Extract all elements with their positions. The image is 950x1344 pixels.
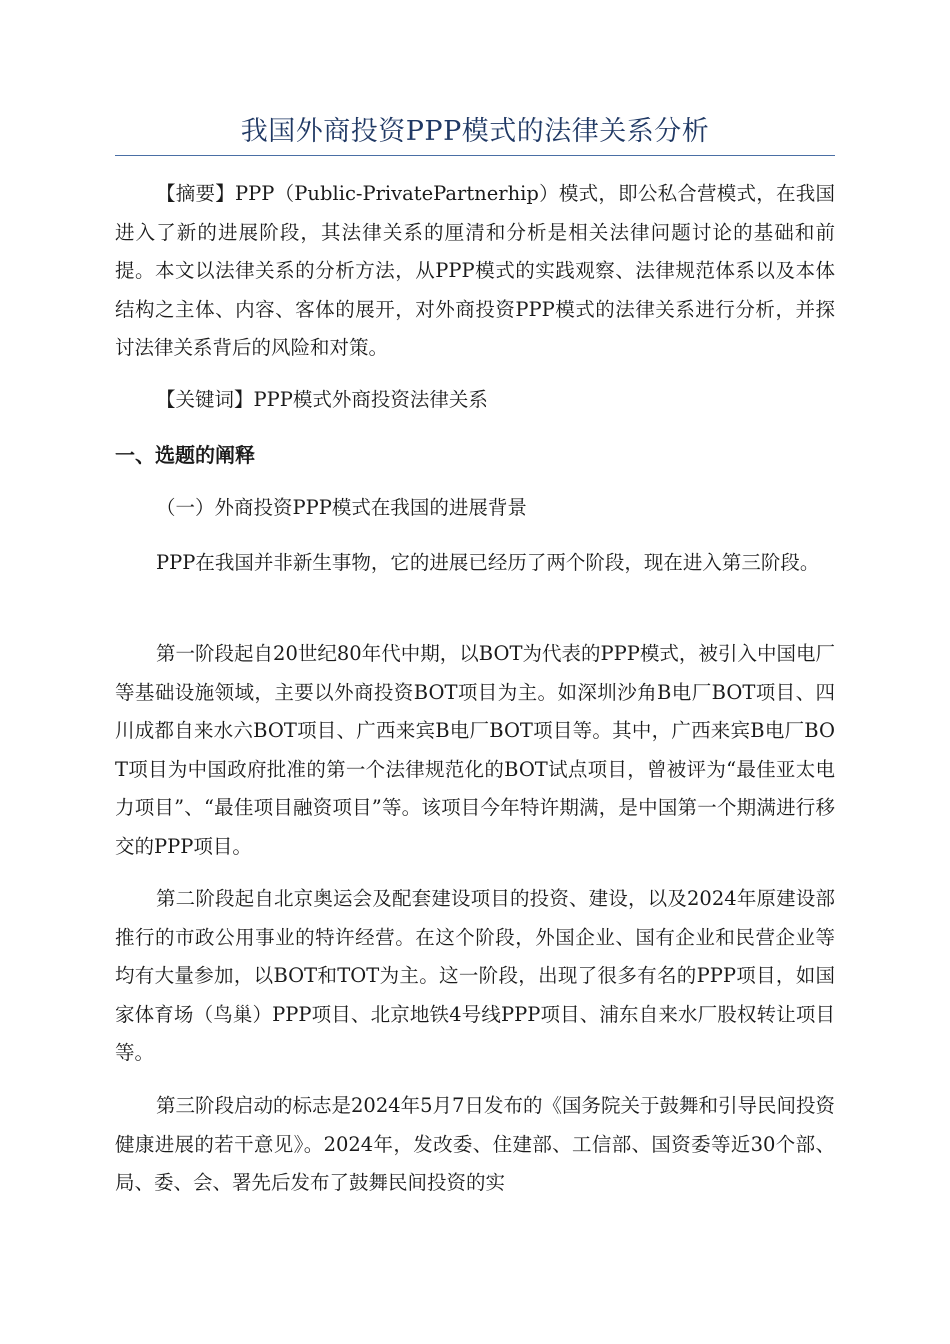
body-paragraph: 第二阶段起自北京奥运会及配套建设项目的投资、建设，以及2024年原建设部推行的市政公用事业的特许经营。在这个阶段，外国企业、国有企业和民营企业等均有大量参加，以BOT和TOT为主。这一阶段，出现了很多有名的PPP项目，如国家体育场（鸟巢）PPP项目、北京地铁4号线PPP项目、浦东自来水厂股权转让项目等。 xyxy=(115,887,835,1064)
subsection-heading: （一）外商投资PPP模式在我国的进展背景 xyxy=(156,496,527,519)
body-paragraph: PPP在我国并非新生事物，它的进展已经历了两个阶段，现在进入第三阶段。 xyxy=(156,551,820,574)
document-title: 我国外商投资PPP模式的法律关系分析 xyxy=(240,116,710,147)
section-heading: 一、选题的阐释 xyxy=(115,443,255,467)
keywords-paragraph: 【关键词】PPP模式外商投资法律关系 xyxy=(156,388,488,411)
body-paragraph: 第三阶段启动的标志是2024年5月7日发布的《国务院关于鼓舞和引导民间投资健康进展的若干意见》。2024年，发改委、住建部、工信部、国资委等近30个部、局、委、会、署先后发布了鼓舞民间投资的实 xyxy=(115,1094,835,1194)
body-paragraph: 第一阶段起自20世纪80年代中期，以BOT为代表的PPP模式，被引入中国电厂等基础设施领域，主要以外商投资BOT项目为主。如深圳沙角B电厂BOT项目、四川成都自来水六BOT项目、广西来宾B电厂BOT项目等。其中，广西来宾B电厂BOT项目为中国政府批准的第一个法律规范化的BOT试点项目，曾被评为“最佳亚太电力项目”、“最佳项目融资项目”等。该项目今年特许期满，是中国第一个期满进行移交的PPP项目。 xyxy=(115,642,835,858)
abstract-paragraph: 【摘要】PPP（Public-PrivatePartnerhip）模式，即公私合营模式，在我国进入了新的进展阶段，其法律关系的厘清和分析是相关法律问题讨论的基础和前提。本文以法律关系的分析方法，从PPP模式的实践观察、法律规范体系以及本体结构之主体、内容、客体的展开，对外商投资PPP模式的法律关系进行分析，并探讨法律关系背后的风险和对策。 xyxy=(115,182,835,359)
title-underline xyxy=(115,155,835,156)
